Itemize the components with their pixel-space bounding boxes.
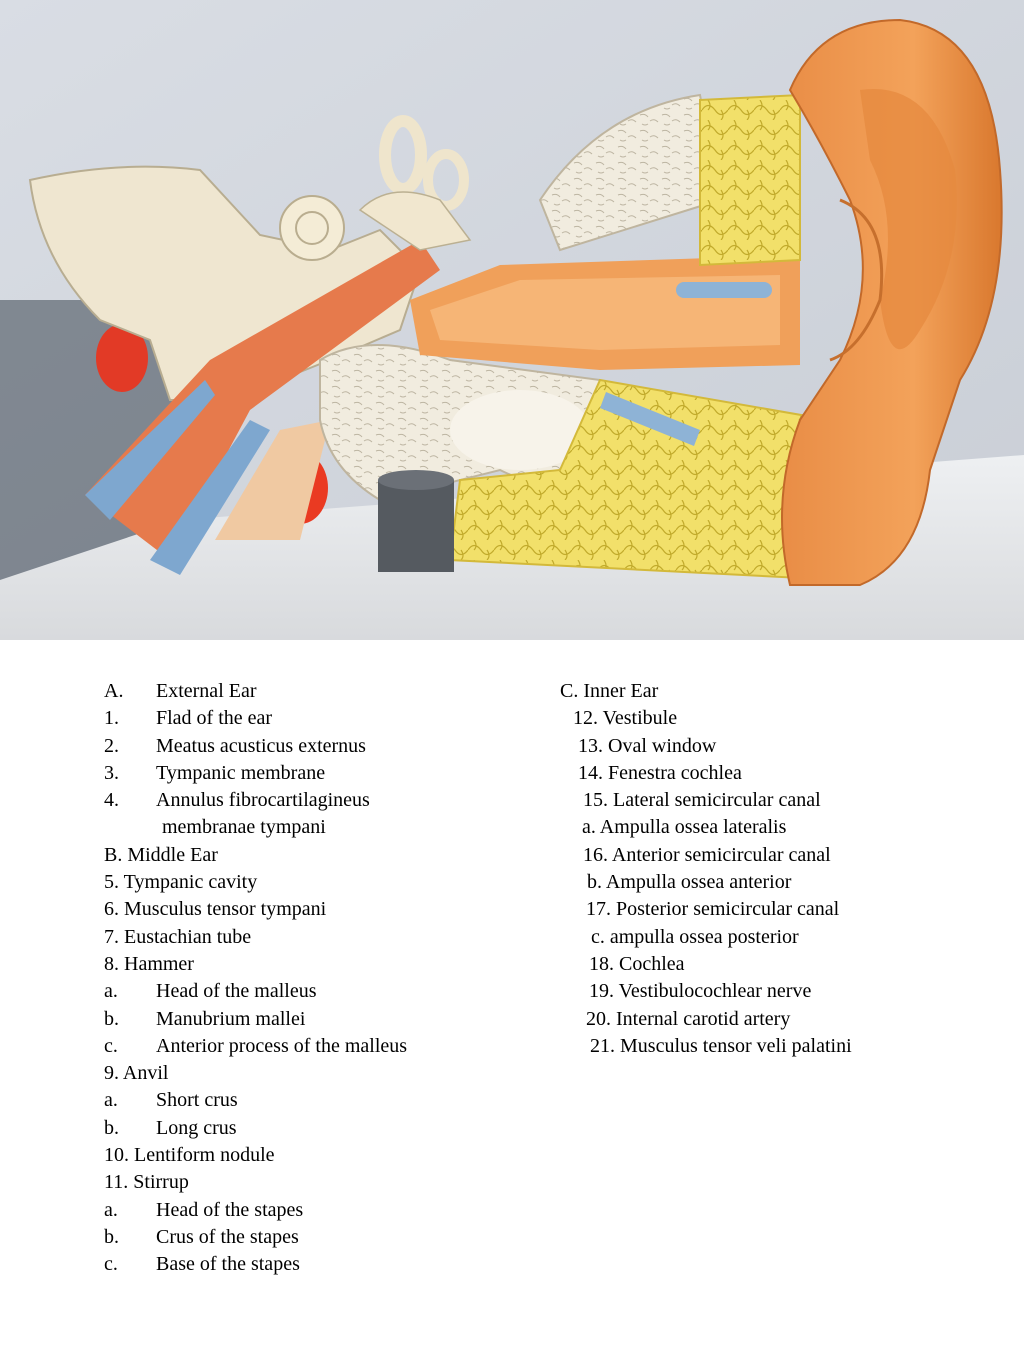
list-item: A. External Ear <box>104 680 257 702</box>
list-item: c. Anterior process of the malleus <box>104 1034 408 1057</box>
list-item: 11. Stirrup <box>104 1171 189 1194</box>
list-item: b. Ampulla ossea anterior <box>587 871 792 894</box>
list-item: a. Head of the malleus <box>104 980 317 1003</box>
section-heading: B. Middle Ear <box>104 843 218 866</box>
list-item: 20. Internal carotid artery <box>586 1007 791 1030</box>
list-item: 1. Flad of the ear <box>104 707 273 730</box>
section-heading: C. Inner Ear <box>560 680 659 702</box>
list-item: 8. Hammer <box>104 952 194 975</box>
list-item: 15. Lateral semicircular canal <box>583 789 821 812</box>
list-item: 21. Musculus tensor veli palatini <box>590 1034 852 1057</box>
list-item: membranae tympani <box>162 816 326 839</box>
list-item: b. Long crus <box>104 1116 237 1139</box>
list-item: a. Ampulla ossea lateralis <box>582 816 787 839</box>
list-item: a. Short crus <box>104 1089 238 1112</box>
list-item: 5. Tympanic cavity <box>104 871 258 894</box>
list-item: a. Head of the stapes <box>104 1198 304 1221</box>
list-item: b. Crus of the stapes <box>104 1225 299 1248</box>
list-item: c. Base of the stapes <box>104 1253 300 1276</box>
list-item: 12. Vestibule <box>573 707 678 730</box>
legend-right-column <box>560 678 1000 1060</box>
list-item: b. Manubrium mallei <box>104 1007 306 1030</box>
list-item: 9. Anvil <box>104 1062 169 1085</box>
legend-left-column <box>104 678 544 1279</box>
ear-model-photo <box>0 0 1024 640</box>
list-item: 13. Oval window <box>578 734 717 757</box>
list-item: 3. Tympanic membrane <box>104 761 326 784</box>
list-item: c. ampulla ossea posterior <box>591 925 799 948</box>
list-item: 6. Musculus tensor tympani <box>104 898 327 921</box>
list-item: 16. Anterior semicircular canal <box>583 843 831 866</box>
legend <box>0 678 1024 1318</box>
list-item: 10. Lentiform nodule <box>104 1144 275 1167</box>
list-item: 4. Annulus fibrocartilagineus <box>104 789 370 812</box>
list-item: 2. Meatus acusticus externus <box>104 734 366 757</box>
list-item: 19. Vestibulocochlear nerve <box>589 980 812 1003</box>
list-item: 7. Eustachian tube <box>104 925 252 948</box>
list-item: 18. Cochlea <box>589 952 685 975</box>
list-item: 14. Fenestra cochlea <box>578 761 742 784</box>
list-item: 17. Posterior semicircular canal <box>586 898 840 921</box>
